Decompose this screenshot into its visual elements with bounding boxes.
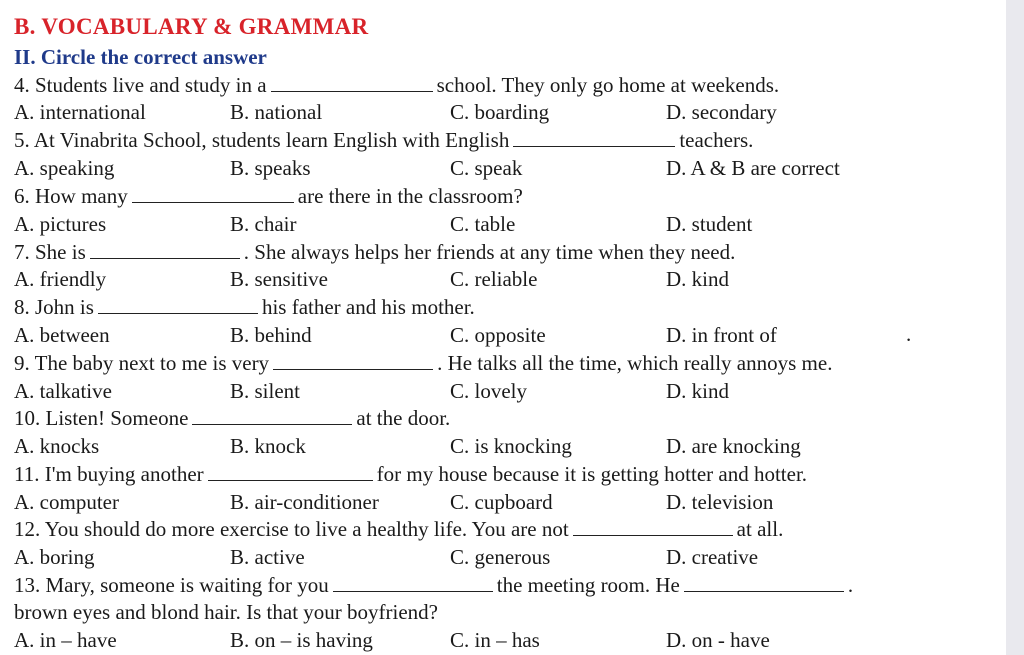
question-12 <box>14 516 783 542</box>
option-c[interactable]: C. reliable <box>450 267 538 291</box>
question-10-text-end: at the door. <box>356 406 451 430</box>
question-9 <box>14 350 832 376</box>
option-b[interactable]: B. sensitive <box>230 267 328 291</box>
option-b[interactable]: B. active <box>230 545 305 569</box>
question-8-text: 8. John is <box>14 295 94 319</box>
question-8 <box>14 294 475 320</box>
option-d[interactable]: D. secondary <box>666 100 777 124</box>
answer-blank[interactable] <box>208 462 373 481</box>
option-d[interactable]: D. television <box>666 490 774 514</box>
option-d[interactable]: D. A & B are correct <box>666 156 840 180</box>
question-13-options <box>14 627 994 653</box>
question-9-options <box>14 378 994 404</box>
option-c[interactable]: C. opposite <box>450 323 546 347</box>
answer-blank[interactable] <box>271 73 433 92</box>
option-d[interactable]: D. kind <box>666 379 729 403</box>
option-c[interactable]: C. in – has <box>450 628 540 652</box>
answer-blank[interactable] <box>573 517 733 536</box>
right-edge-panel <box>1006 0 1024 655</box>
option-d[interactable]: D. student <box>666 212 753 236</box>
answer-blank[interactable] <box>333 573 493 592</box>
answer-blank[interactable] <box>192 406 352 425</box>
question-6 <box>14 183 523 209</box>
question-4-text-end: school. They only go home at weekends. <box>436 73 780 97</box>
option-a[interactable]: A. international <box>14 100 146 124</box>
question-5-text-end: teachers. <box>679 128 754 152</box>
option-a[interactable]: A. friendly <box>14 267 107 291</box>
answer-blank[interactable] <box>513 128 675 147</box>
question-13 <box>14 572 853 598</box>
option-a[interactable]: A. between <box>14 323 110 347</box>
question-7-text: 7. She is <box>14 240 86 264</box>
question-11-text-end: for my house because it is getting hotter and hotter. <box>376 462 808 486</box>
question-13-continued: brown eyes and blond hair. Is that your boyfriend? <box>14 600 438 624</box>
option-b[interactable]: B. on – is having <box>230 628 373 652</box>
option-b[interactable]: B. silent <box>230 379 301 403</box>
stray-mark: . <box>906 322 912 346</box>
option-c[interactable]: C. table <box>450 212 516 236</box>
option-d[interactable]: D. in front of <box>666 323 777 347</box>
question-4 <box>14 72 779 98</box>
option-c[interactable]: C. is knocking <box>450 434 572 458</box>
section-title: B. VOCABULARY & GRAMMAR <box>14 14 369 39</box>
question-4-text: 4. Students live and study in a <box>14 73 267 97</box>
answer-blank[interactable] <box>132 184 294 203</box>
instruction-title: II. Circle the correct answer <box>14 45 267 69</box>
option-a[interactable]: A. talkative <box>14 379 112 403</box>
question-11-text: 11. I'm buying another <box>14 462 204 486</box>
option-b[interactable]: B. behind <box>230 323 312 347</box>
option-b[interactable]: B. knock <box>230 434 306 458</box>
answer-blank[interactable] <box>273 351 433 370</box>
question-13-text-end: . <box>847 573 854 597</box>
answer-blank[interactable] <box>98 295 258 314</box>
option-a[interactable]: A. pictures <box>14 212 107 236</box>
question-8-options <box>14 322 994 348</box>
question-10-text: 10. Listen! Someone <box>14 406 189 430</box>
question-5 <box>14 127 753 153</box>
option-b[interactable]: B. air-conditioner <box>230 490 379 514</box>
option-d[interactable]: D. are knocking <box>666 434 801 458</box>
answer-blank-2[interactable] <box>684 573 844 592</box>
question-6-text: 6. How many <box>14 184 128 208</box>
option-d[interactable]: D. kind <box>666 267 729 291</box>
option-b[interactable]: B. national <box>230 100 323 124</box>
question-7-options <box>14 266 994 292</box>
option-c[interactable]: C. speak <box>450 156 523 180</box>
option-d[interactable]: D. on - have <box>666 628 770 652</box>
question-9-text-end: . He talks all the time, which really annoys me. <box>437 351 833 375</box>
option-b[interactable]: B. chair <box>230 212 297 236</box>
option-c[interactable]: C. boarding <box>450 100 550 124</box>
question-13-text: 13. Mary, someone is waiting for you <box>14 573 329 597</box>
option-c[interactable]: C. generous <box>450 545 551 569</box>
option-b[interactable]: B. speaks <box>230 156 311 180</box>
question-7 <box>14 239 735 265</box>
question-5-options <box>14 155 994 181</box>
option-a[interactable]: A. boring <box>14 545 95 569</box>
option-a[interactable]: A. speaking <box>14 156 115 180</box>
question-10 <box>14 405 450 431</box>
question-11-options <box>14 489 994 515</box>
question-12-options <box>14 544 994 570</box>
question-11 <box>14 461 807 487</box>
option-d[interactable]: D. creative <box>666 545 759 569</box>
question-5-text: 5. At Vinabrita School, students learn English with English <box>14 128 510 152</box>
question-7-text-end: . She always helps her friends at any time when they need. <box>243 240 736 264</box>
question-6-options <box>14 211 994 237</box>
question-4-options <box>14 99 994 125</box>
question-8-text-end: his father and his mother. <box>261 295 475 319</box>
question-10-options <box>14 433 994 459</box>
question-13-text-mid: the meeting room. He <box>496 573 680 597</box>
question-9-text: 9. The baby next to me is very <box>14 351 270 375</box>
option-a[interactable]: A. in – have <box>14 628 117 652</box>
option-c[interactable]: C. cupboard <box>450 490 553 514</box>
question-12-text-end: at all. <box>736 517 784 541</box>
question-6-text-end: are there in the classroom? <box>297 184 523 208</box>
question-12-text: 12. You should do more exercise to live a healthy life. You are not <box>14 517 569 541</box>
answer-blank[interactable] <box>90 240 240 259</box>
option-a[interactable]: A. knocks <box>14 434 100 458</box>
option-c[interactable]: C. lovely <box>450 379 527 403</box>
option-a[interactable]: A. computer <box>14 490 119 514</box>
